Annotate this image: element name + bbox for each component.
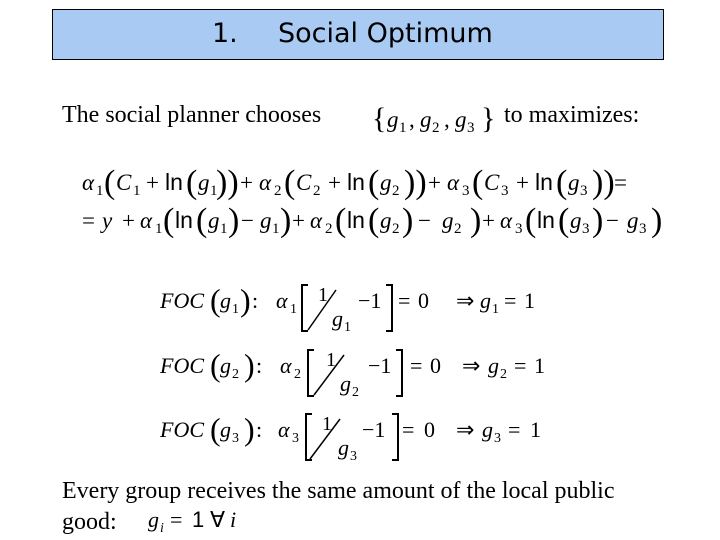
svg-text:−1: −1 [362, 417, 386, 442]
svg-text:(: ( [186, 164, 198, 201]
svg-text:3: 3 [350, 449, 357, 464]
choice-set [372, 102, 495, 136]
svg-text:g: g [332, 306, 343, 331]
svg-text:3: 3 [580, 183, 588, 199]
svg-text:ln: ln [347, 169, 365, 195]
svg-text:ln: ln [537, 207, 555, 233]
svg-text:g: g [148, 507, 159, 532]
svg-text:0: 0 [424, 417, 435, 442]
svg-text:+: + [482, 208, 495, 233]
svg-text:g: g [380, 208, 392, 233]
svg-text:+: + [328, 170, 341, 195]
svg-text:1: 1 [133, 183, 141, 199]
svg-text:(: ( [104, 164, 116, 201]
svg-text:α: α [278, 417, 290, 442]
svg-text:C: C [116, 170, 132, 195]
conclusion-line2: good: [62, 509, 117, 535]
svg-text:,: , [444, 107, 450, 132]
svg-text:3: 3 [501, 183, 509, 199]
svg-text:2: 2 [432, 120, 440, 136]
svg-text:3: 3 [292, 431, 299, 446]
svg-text:g: g [568, 170, 580, 195]
svg-text:{: { [372, 102, 387, 135]
svg-text:+: + [146, 170, 159, 195]
svg-text:−1: −1 [368, 353, 392, 378]
svg-text:3: 3 [462, 183, 470, 199]
svg-text:2: 2 [454, 221, 462, 237]
objective-line2 [82, 202, 662, 239]
svg-text:2: 2 [500, 367, 507, 382]
svg-text:3: 3 [582, 221, 590, 237]
svg-text:+: + [516, 170, 529, 195]
svg-text:(: ( [163, 202, 175, 239]
svg-text:=: = [170, 507, 183, 532]
svg-text:−: − [418, 208, 431, 233]
svg-text:1: 1 [530, 417, 541, 442]
svg-text:i: i [160, 521, 164, 536]
svg-text:1: 1 [290, 302, 297, 317]
svg-text:1: 1 [322, 413, 332, 435]
svg-text:1: 1 [344, 320, 351, 335]
svg-text:g: g [260, 208, 272, 233]
foc-row-3 [159, 411, 541, 464]
svg-text:=: = [614, 170, 627, 195]
svg-text:−1: −1 [358, 288, 382, 313]
svg-text:g: g [442, 208, 454, 233]
svg-text:g: g [338, 435, 349, 460]
slide-title: Social Optimum [278, 18, 493, 49]
svg-text:): ) [470, 202, 482, 239]
svg-text:=: = [508, 417, 521, 442]
svg-text:g: g [480, 288, 491, 313]
svg-text:g: g [482, 417, 493, 442]
svg-text:FOC: FOC [160, 353, 204, 378]
svg-text:,: , [409, 107, 415, 132]
svg-text:3: 3 [639, 221, 647, 237]
svg-text:g: g [208, 208, 220, 233]
svg-text:α: α [140, 208, 153, 233]
svg-text:g: g [387, 107, 399, 132]
svg-text::: : [252, 288, 259, 313]
svg-text:=: = [398, 288, 411, 313]
svg-text:y: y [102, 208, 113, 233]
svg-text:FOC: FOC [160, 288, 204, 313]
svg-text:1: 1 [534, 353, 545, 378]
svg-text:+: + [240, 170, 253, 195]
svg-text:α: α [280, 353, 292, 378]
svg-text:g: g [420, 107, 432, 132]
svg-text:(: ( [210, 282, 221, 318]
svg-text:+: + [122, 208, 135, 233]
svg-text:C: C [484, 170, 500, 195]
svg-text:1: 1 [155, 221, 163, 237]
svg-text:)): )) [592, 164, 615, 201]
svg-text:): ) [244, 347, 255, 383]
svg-text:i: i [230, 507, 237, 532]
svg-text:ln: ln [165, 169, 183, 195]
svg-text:3: 3 [467, 120, 475, 136]
svg-text:=: = [82, 208, 95, 233]
svg-text:1: 1 [232, 302, 239, 317]
svg-text:=: = [514, 353, 527, 378]
svg-text:⇒: ⇒ [462, 353, 481, 378]
svg-text:(: ( [210, 347, 221, 383]
svg-text:α: α [276, 288, 288, 313]
svg-text:2: 2 [325, 221, 333, 237]
foc-row-2 [159, 347, 545, 400]
svg-text:): ) [280, 202, 292, 239]
svg-text:(: ( [368, 164, 380, 201]
svg-text:(: ( [284, 164, 296, 201]
svg-text:1: 1 [220, 221, 228, 237]
svg-text:0: 0 [430, 353, 441, 378]
svg-text:α: α [310, 208, 323, 233]
svg-text:2: 2 [313, 183, 321, 199]
svg-text:1: 1 [524, 288, 535, 313]
svg-text:=: = [402, 417, 415, 442]
svg-text:): ) [228, 202, 240, 239]
svg-text:ln: ln [175, 207, 193, 233]
svg-text:ln: ln [535, 169, 553, 195]
svg-text:∀: ∀ [210, 507, 226, 532]
intro-text: The social planner chooses [62, 102, 322, 128]
svg-text::: : [256, 353, 263, 378]
svg-text:1: 1 [326, 349, 336, 371]
svg-text:): ) [592, 202, 604, 239]
slide-number: 1. [212, 18, 238, 49]
svg-text:=: = [410, 353, 423, 378]
svg-text:1: 1 [192, 507, 205, 532]
svg-text:g: g [220, 353, 231, 378]
svg-text:(: ( [472, 164, 484, 201]
svg-text:g: g [455, 107, 467, 132]
svg-text:g: g [488, 353, 499, 378]
svg-text:): ) [402, 202, 414, 239]
svg-text:0: 0 [418, 288, 429, 313]
svg-text:FOC: FOC [160, 417, 204, 442]
svg-text:1: 1 [399, 120, 407, 136]
svg-text:g: g [340, 371, 351, 396]
svg-text:ln: ln [347, 207, 365, 233]
svg-text:2: 2 [352, 385, 359, 400]
svg-text:(: ( [210, 411, 221, 447]
svg-text:α: α [500, 208, 513, 233]
svg-text:α: α [82, 170, 95, 195]
svg-text:): ) [240, 282, 251, 318]
svg-text:3: 3 [232, 431, 239, 446]
svg-text:1: 1 [210, 183, 218, 199]
svg-text:−: − [241, 208, 254, 233]
svg-text:g: g [570, 208, 582, 233]
foc-row-1 [159, 282, 535, 335]
svg-text:C: C [296, 170, 312, 195]
svg-text:⇒: ⇒ [456, 288, 475, 313]
svg-text:(: ( [368, 202, 380, 239]
svg-text:g: g [220, 288, 231, 313]
svg-text:3: 3 [494, 431, 501, 446]
svg-text:+: + [428, 170, 441, 195]
svg-text:α: α [259, 170, 272, 195]
svg-text:): ) [651, 202, 663, 239]
intro-text-end: to maximizes: [504, 102, 640, 128]
svg-text:2: 2 [294, 367, 301, 382]
svg-text:1: 1 [318, 284, 328, 306]
svg-text:α: α [447, 170, 460, 195]
svg-text:+: + [292, 208, 305, 233]
svg-text:1: 1 [492, 302, 499, 317]
svg-text:(: ( [335, 202, 347, 239]
svg-text:g: g [380, 170, 392, 195]
svg-text:1: 1 [272, 221, 280, 237]
conclusion-line1: Every group receives the same amount of the local public [62, 478, 615, 504]
svg-text:g: g [627, 208, 639, 233]
svg-text:2: 2 [392, 183, 400, 199]
svg-text:2: 2 [274, 183, 282, 199]
svg-text:)): )) [404, 164, 427, 201]
svg-text:(: ( [558, 202, 570, 239]
svg-text:): ) [244, 411, 255, 447]
svg-text:(: ( [556, 164, 568, 201]
svg-text::: : [256, 417, 263, 442]
svg-text:−: − [606, 208, 619, 233]
result-formula [148, 507, 236, 536]
svg-text:⇒: ⇒ [456, 417, 475, 442]
svg-text:1: 1 [96, 183, 104, 199]
svg-text:2: 2 [392, 221, 400, 237]
svg-text:g: g [198, 170, 210, 195]
svg-text:(: ( [196, 202, 208, 239]
svg-text:g: g [220, 417, 231, 442]
objective-line1 [82, 164, 627, 201]
svg-text:)): )) [216, 164, 239, 201]
svg-text:=: = [504, 288, 517, 313]
svg-text:2: 2 [232, 367, 239, 382]
svg-text:}: } [481, 102, 496, 135]
svg-text:(: ( [525, 202, 537, 239]
svg-text:3: 3 [515, 221, 523, 237]
